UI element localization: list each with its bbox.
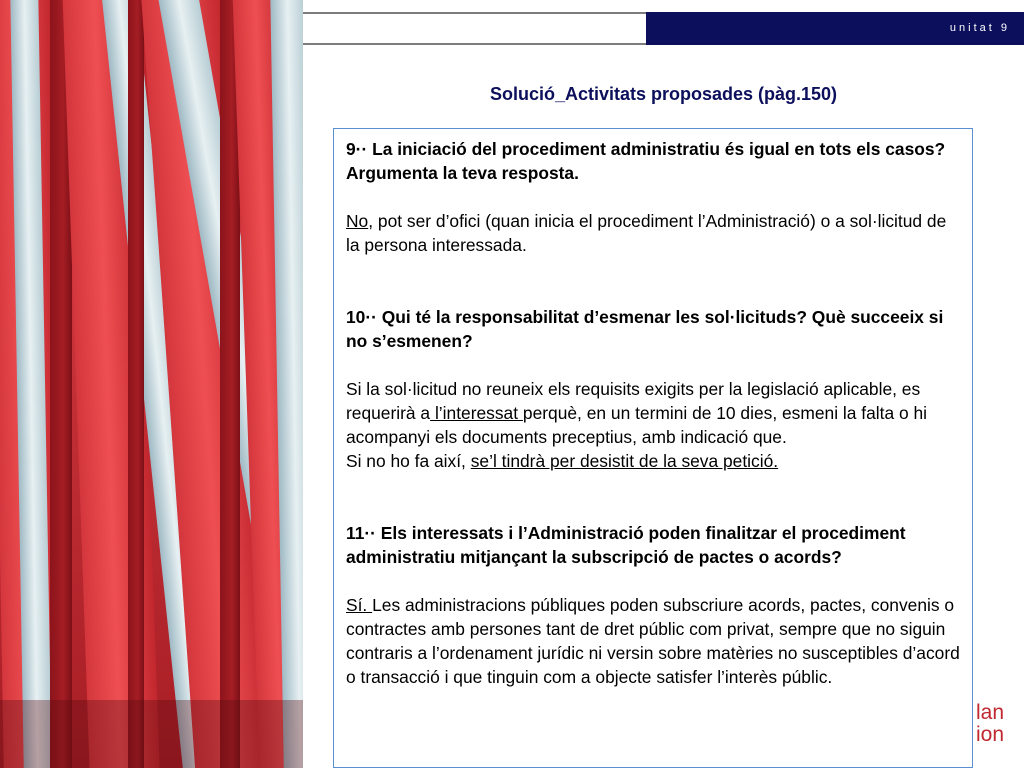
folder-shape: [128, 0, 144, 768]
answer-11: [346, 593, 960, 689]
answer-10-line2: [346, 449, 960, 473]
content-box: [333, 128, 973, 768]
answer-11-underlined: Sí.: [346, 595, 373, 615]
question-10: 10·· Qui té la responsabilitat d’esmenar les sol·licituds? Què succeeix si no s’esmenen?: [346, 307, 944, 351]
question-11: 11·· Els interessats i l’Administració poden finalitzar el procediment administratiu mitjançant la subscripció de pactes o acords?: [346, 523, 906, 567]
brand-logo-fragment: [976, 702, 1004, 746]
answer-9: [346, 209, 960, 257]
question-9: 9·· La iniciació del procediment administratiu és igual en tots els casos? Argumenta la teva resposta.: [346, 139, 946, 183]
header-bar-left: [303, 12, 646, 45]
header-bar-right: [646, 12, 1024, 45]
answer-10: [346, 377, 960, 449]
folders-photo: [0, 0, 303, 768]
answer-10-part2: perquè, en un termini de 10 dies, esmeni la falta o hi acompanyi els documents preceptius, amb indicació que.: [346, 403, 928, 447]
answer-10-underlined1: l’interessat: [430, 403, 523, 423]
answer-10-underlined2: se’l tindrà per desistit de la seva petició.: [470, 451, 779, 471]
answer-9-underlined: No: [346, 211, 369, 231]
shadow-shape: [0, 700, 303, 768]
answer-9-text: , pot ser d’ofici (quan inicia el procediment l’Administració) o a sol·licitud de la persona interessada.: [346, 211, 947, 255]
unit-label: unitat 9: [949, 22, 1010, 34]
answer-11-text: Les administracions públiques poden subscriure acords, pactes, convenis o contractes amb persones tant de dret públic com privat, sempre que no siguin contraris a l’ordenament jurídic ni versin sobre matèries no susceptibles d’acord o transacció i que tinguin com a objecte satisfer l’interès públic.: [346, 595, 960, 687]
slide-title: Solució_Activitats proposades (pàg.150): [489, 84, 838, 104]
answer-10-part3: Si no ho fa així,: [346, 451, 471, 471]
answer-10-part1: Si la sol·licitud no reuneix els requisits exigits per la legislació aplicable, es requerirà a: [346, 379, 921, 423]
brand-line-2: ion: [976, 723, 1005, 746]
brand-line-1: lan: [976, 701, 1005, 724]
